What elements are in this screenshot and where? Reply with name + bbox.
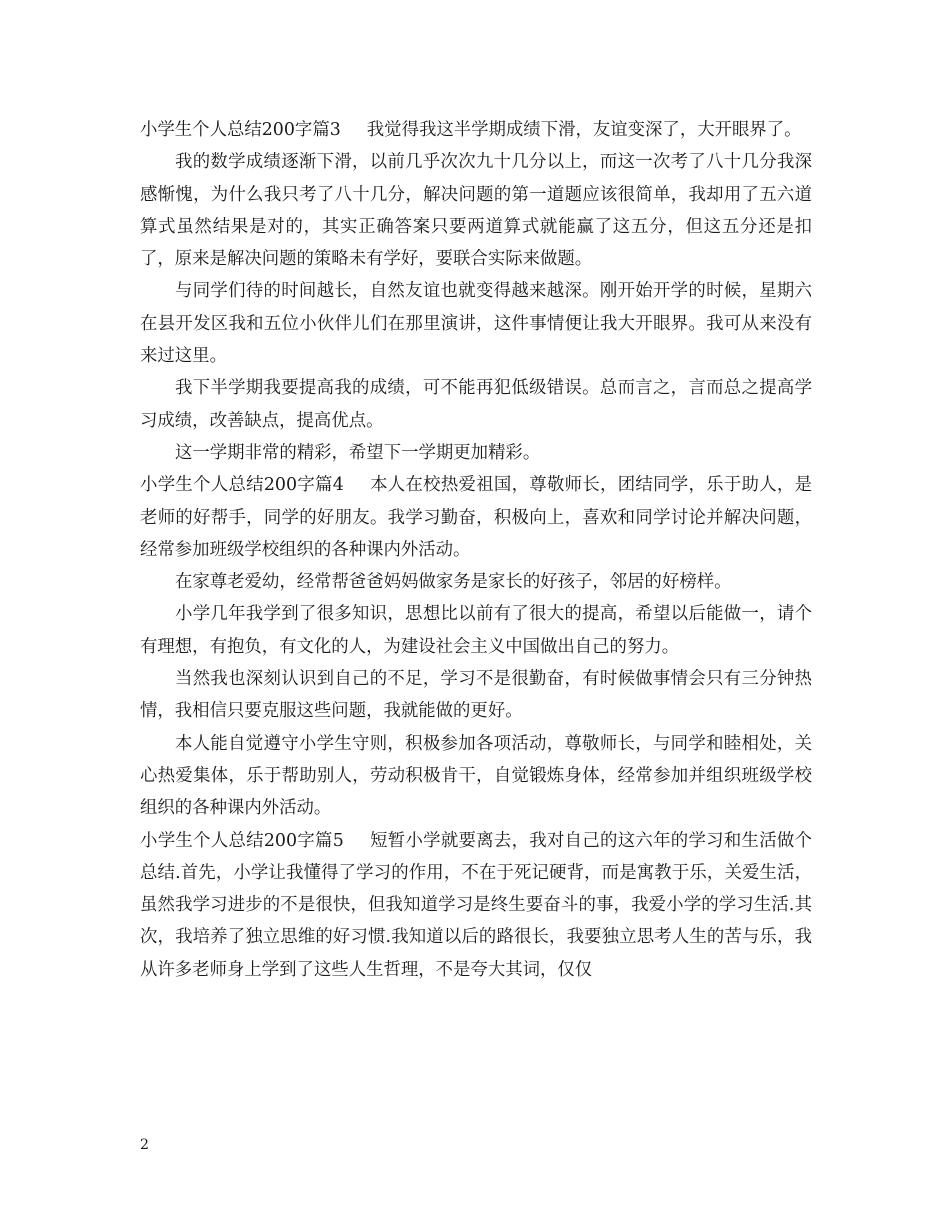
- paragraph: [140, 372, 812, 437]
- paragraph-text: 在家尊老爱幼，经常帮爸爸妈妈做家务是家长的好孩子，邻居的好榜样。: [175, 572, 732, 593]
- paragraph-text: 小学几年我学到了很多知识，思想比以前有了很大的提高，希望以后能做一，请个有理想，有抱负，有文化的人，为建设社会主义中国做出自己的努力。: [140, 604, 812, 657]
- paragraph-text: 本人能自觉遵守小学生守则，积极参加各项活动，尊敬师长，与同学和睦相处，关心热爱集体，乐于帮助别人，劳动积极肯干，自觉锻炼身体，经常参加并组织班级学校组织的各种课内外活动。: [140, 733, 812, 819]
- section-heading: 小学生个人总结200字篇3: [140, 120, 341, 140]
- paragraph-text: 我觉得我这半学期成绩下滑，友谊变深了，大开眼界了。: [366, 120, 802, 140]
- paragraph: [140, 566, 812, 598]
- paragraph: [140, 146, 812, 275]
- paragraph-text: 本人在校热爱祖国，尊敬师长，团结同学，乐于助人，是老师的好帮手，同学的好朋友。我学习勤奋，积极向上，喜欢和同学讨论并解决问题，经常参加班级学校组织的各种课内外活动。: [140, 475, 812, 560]
- paragraph-text: 短暂小学就要离去，我对自己的这六年的学习和生活做个总结.首先，小学让我懂得了学习的作用，不在于死记硬背，而是寓教于乐，关爱生活，虽然我学习进步的不是很快，但我知道学习是终生要奋斗的事，我爱小学的学习生活.其次，我培养了独立思维的好习惯.我知道以后的路很长，我要独立思考人生的苦与乐，我从许多老师身上学到了这些人生哲理，不是夸大其词，仅仅: [140, 830, 812, 980]
- paragraph: [140, 728, 812, 825]
- paragraph: [140, 663, 812, 728]
- page-number: 2: [140, 1137, 149, 1153]
- paragraph: [140, 598, 812, 663]
- summary-5-intro: [140, 825, 812, 986]
- section-heading: 小学生个人总结200字篇4: [140, 475, 344, 496]
- paragraph: [140, 437, 812, 469]
- paragraph-text: 与同学们待的时间越长，自然友谊也就变得越来越深。刚开始开学的时候，星期六在县开发区我和五位小伙伴儿们在那里演讲，这件事情便让我大开眼界。我可从来没有来过这里。: [140, 281, 812, 367]
- paragraph-text: 这一学期非常的精彩，希望下一学期更加精彩。: [175, 442, 541, 463]
- paragraph-text: 我的数学成绩逐渐下滑，以前几乎次次九十几分以上，而这一次考了八十几分我深感惭愧，为什么我只考了八十几分，解决问题的第一道题应该很简单，我却用了五六道算式虽然结果是对的，其实正确答案只要两道算式就能赢了这五分，但这五分还是扣了，原来是解决问题的策略未有学好，要联合实际来做题。: [140, 152, 812, 270]
- summary-3-intro: [140, 114, 812, 146]
- summary-4-intro: [140, 469, 812, 566]
- document-body: [140, 114, 812, 986]
- paragraph-text: 我下半学期我要提高我的成绩，可不能再犯低级错误。总而言之，言而总之提高学习成绩，改善缺点，提高优点。: [140, 378, 812, 431]
- section-heading: 小学生个人总结200字篇5: [140, 830, 344, 851]
- paragraph: [140, 275, 812, 372]
- paragraph-text: 当然我也深刻认识到自己的不足，学习不是很勤奋，有时候做事情会只有三分钟热情，我相信只要克服这些问题，我就能做的更好。: [140, 669, 812, 722]
